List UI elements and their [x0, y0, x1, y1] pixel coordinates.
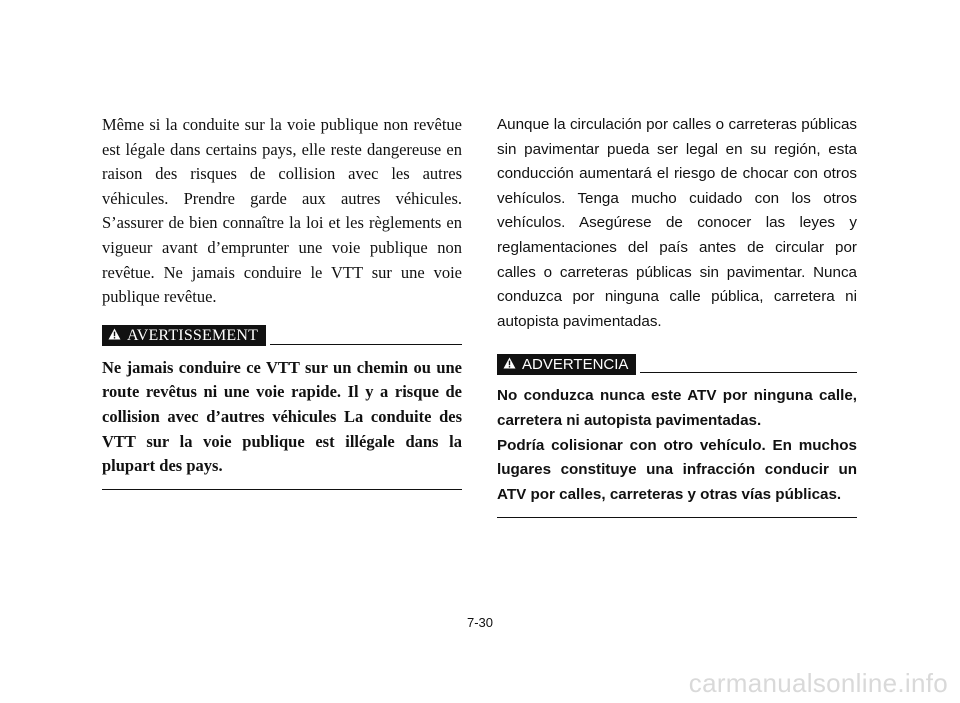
french-warning-rule — [270, 344, 462, 345]
french-warning-label: AVERTISSEMENT — [127, 326, 259, 344]
french-paragraph: Même si la conduite sur la voie publique non revêtue est légale dans certains pays, elle reste dangereuse en raison des risques de collision avec les autres véhicules. Prendre garde aux autres véhicules. S’assurer de bien connaître la loi et les règlements en vigueur avant d’emprunter une voie publique non revêtue. Ne jamais conduire le VTT sur une voie publique revêtue. — [102, 115, 462, 307]
french-warning-end-rule — [102, 489, 462, 490]
spanish-paragraph: Aunque la circulación por calles o carreteras públicas sin pavimentar pueda ser legal en su región, esta conducción aumentará el riesgo de chocar con otros vehículos. Tenga mucho cuidado con los otros vehículos. Asegúrese de conocer las leyes y reglamentaciones del país antes de circular por calles o carreteras públicas sin pavimentar. Nunca conduzca por ninguna calle pública, carretera ni autopista pavimentadas. — [497, 116, 857, 330]
french-warning-badge — [102, 325, 266, 346]
spanish-warning-text-2: Podría colisionar con otro vehículo. En muchos lugares constituye una infracción conducir un ATV por calles, carreteras y otras vías públicas. — [497, 436, 857, 503]
warning-triangle-icon — [108, 327, 121, 345]
warning-triangle-icon — [503, 356, 516, 373]
french-column — [102, 113, 462, 490]
spanish-column — [497, 113, 857, 518]
french-warning-header — [102, 324, 462, 348]
french-warning-text: Ne jamais conduire ce VTT sur un chemin ou une route revêtus ni une voie rapide. Il y a risque de collision avec d’autres véhicules La conduite des VTT sur la voie publique est illégale dans la plupart des pays. — [102, 357, 462, 476]
spanish-warning-text-1: No conduzca nunca este ATV por ninguna calle, carretera ni autopista pavimentadas. — [497, 387, 857, 429]
page-number: 7-30 — [466, 615, 494, 630]
spanish-warning-header — [497, 352, 857, 376]
spanish-warning-end-rule — [497, 517, 857, 518]
spanish-warning-body — [497, 384, 857, 507]
spanish-warning-badge — [497, 354, 636, 375]
watermark: carmanualsonline.info — [688, 668, 948, 698]
french-warning-body — [102, 356, 462, 479]
spanish-warning-rule — [640, 372, 857, 373]
spanish-warning-label: ADVERTENCIA — [522, 355, 629, 373]
